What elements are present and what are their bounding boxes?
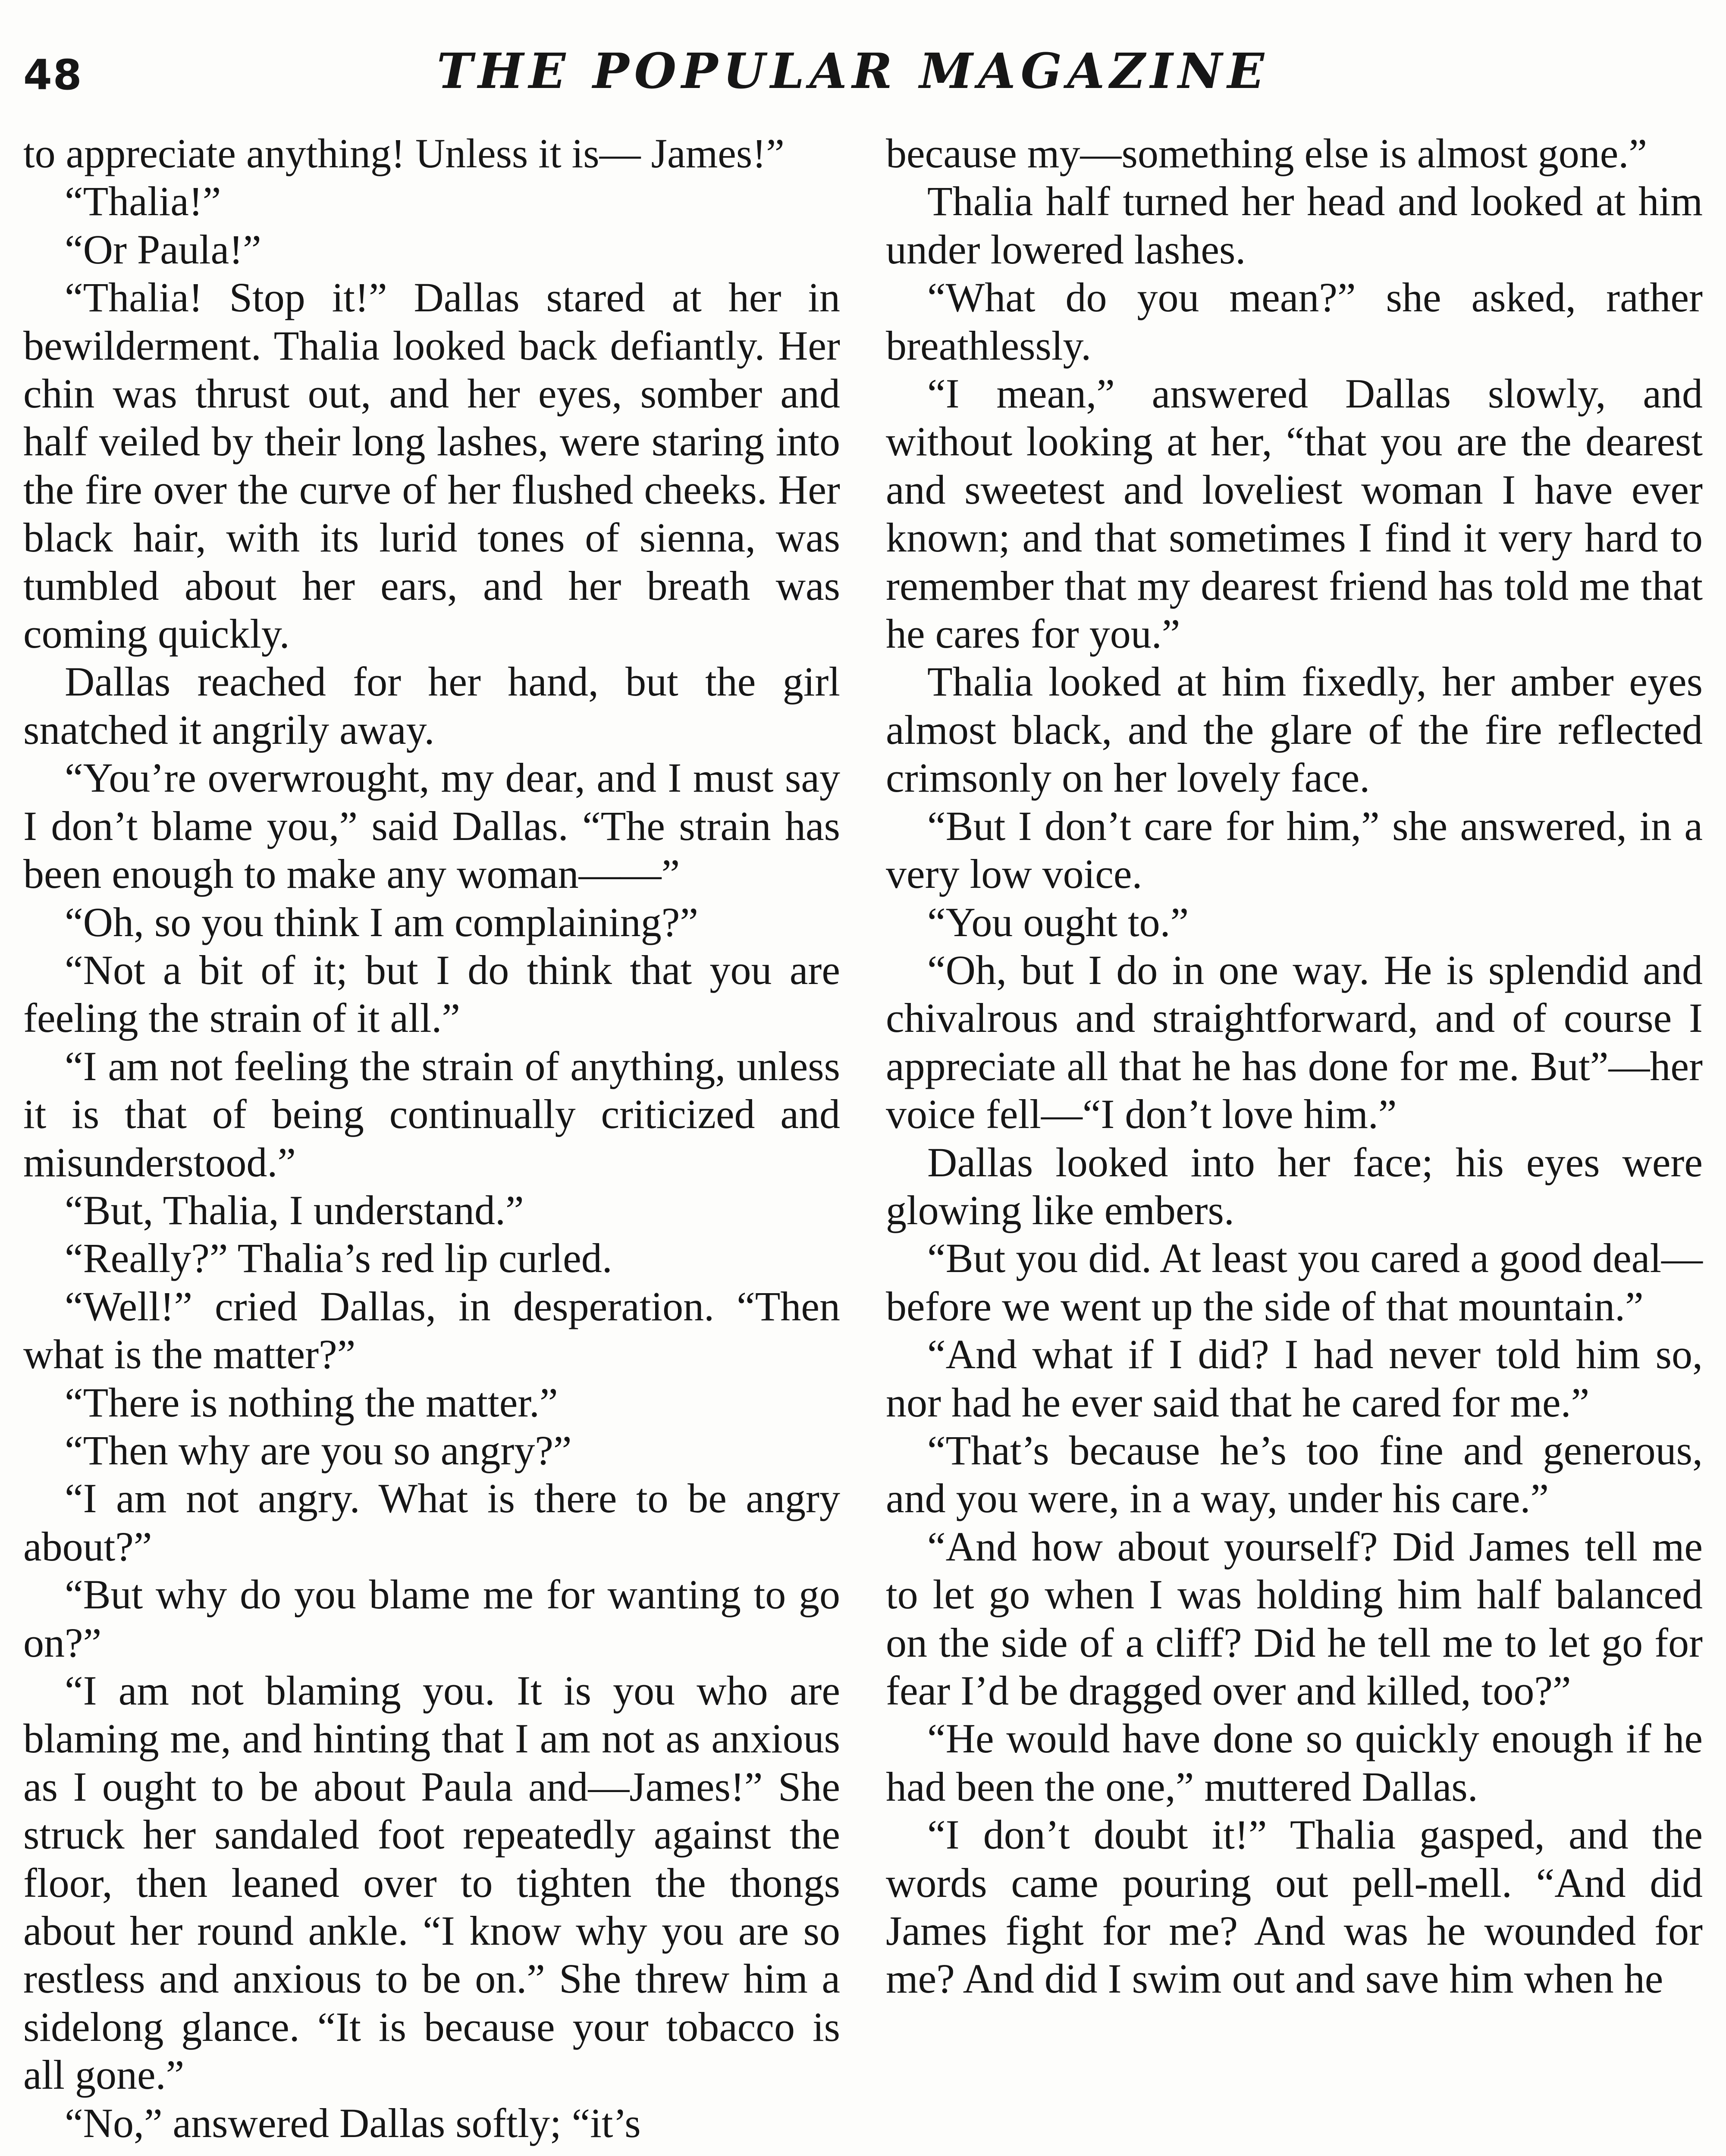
- paragraph: “But, Thalia, I understand.”: [65, 1187, 524, 1233]
- paragraph: “But why do you blame me for wanting to go on?”: [23, 1571, 840, 1666]
- page-number: 48: [23, 51, 83, 99]
- paragraph: “Well!” cried Dallas, in desperation. “Then what is the matter?”: [23, 1283, 840, 1378]
- magazine-title: THE POPULAR MAGAZINE: [436, 43, 1270, 100]
- paragraph: Dallas looked into her face; his eyes were glowing like embers.: [886, 1139, 1703, 1233]
- paragraph: Thalia half turned her head and looked at him under lowered lashes.: [886, 178, 1703, 273]
- paragraph: Dallas reached for her hand, but the girl snatched it angrily away.: [23, 658, 840, 753]
- paragraph: “Thalia!”: [65, 178, 221, 225]
- paragraph: “Not a bit of it; but I do think that you are feeling the strain of it all.”: [23, 946, 840, 1041]
- paragraph: “Oh, but I do in one way. He is splendid and chivalrous and straightforward, and of course I appreciate all that he has done for me. But”—her voice fell—“I don’t love him.”: [886, 946, 1703, 1138]
- paragraph: “And what if I did? I had never told him so, nor had he ever said that he cared for me.”: [886, 1331, 1703, 1426]
- paragraph: because my—something else is almost gone.”: [886, 130, 1647, 176]
- paragraph: “I am not blaming you. It is you who are blaming me, and hinting that I am not as anxious as I ought to be about Paula and—James!” She struck her sandaled foot repeatedly against the floor, then leaned over to tighten the thongs about her round ankle. “I know why you are so restless and anxious to be on.” She threw him a sidelong glance. “It is because your tobacco is all gone.”: [23, 1667, 840, 2098]
- paragraph: “Then why are you so angry?”: [65, 1427, 572, 1473]
- paragraph: to appreciate anything! Unless it is— James!”: [23, 130, 785, 176]
- paragraph: “You’re overwrought, my dear, and I must say I don’t blame you,” said Dallas. “The strain has been enough to make any woman——”: [23, 755, 840, 897]
- left-text-column: [23, 129, 840, 2156]
- right-text-column: [886, 129, 1703, 2156]
- paragraph: “I mean,” answered Dallas slowly, and without looking at her, “that you are the dearest and sweetest and loveliest woman I have ever known; and that sometimes I find it very hard to remember that my dearest friend has told me that he cares for you.”: [886, 370, 1703, 657]
- paragraph: “Or Paula!”: [65, 226, 261, 273]
- paragraph: “Oh, so you think I am complaining?”: [65, 899, 699, 945]
- paragraph: “That’s because he’s too fine and generous, and you were, in a way, under his care.”: [886, 1427, 1703, 1522]
- paragraph: Thalia looked at him fixedly, her amber eyes almost black, and the glare of the fire reflected crimsonly on her lovely face.: [886, 658, 1703, 801]
- paragraph: “Thalia! Stop it!” Dallas stared at her in bewilderment. Thalia looked back defiantly. Her chin was thrust out, and her eyes, somber and half veiled by their long lashes, were staring into the fire over the curve of her flushed cheeks. Her black hair, with its lurid tones of sienna, was tumbled about her ears, and her breath was coming quickly.: [23, 274, 840, 657]
- paragraph: “But I don’t care for him,” she answered, in a very low voice.: [886, 802, 1703, 897]
- paragraph: “And how about yourself? Did James tell me to let go when I was holding him half balanced on the side of a cliff? Did he tell me to let go for fear I’d be dragged over and killed, too?”: [886, 1523, 1703, 1714]
- paragraph: “No,” answered Dallas softly; “it’s: [65, 2100, 641, 2146]
- paragraph: “What do you mean?” she asked, rather breathlessly.: [886, 274, 1703, 369]
- paragraph: “Really?” Thalia’s red lip curled.: [65, 1235, 612, 1282]
- paragraph: “I don’t doubt it!” Thalia gasped, and the words came pouring out pell-mell. “And did James fight for me? And was he wounded for me? And did I swim out and save him when he: [886, 1811, 1703, 2002]
- paragraph: “There is nothing the matter.”: [65, 1379, 558, 1426]
- paragraph: “I am not feeling the strain of anything, unless it is that of being continually criticized and misunderstood.”: [23, 1043, 840, 1185]
- paragraph: “You ought to.”: [927, 899, 1189, 945]
- paragraph: “I am not angry. What is there to be angry about?”: [23, 1475, 840, 1570]
- paragraph: “He would have done so quickly enough if he had been the one,” muttered Dallas.: [886, 1715, 1703, 1810]
- paragraph: “But you did. At least you cared a good deal—before we went up the side of that mountain.”: [886, 1235, 1703, 1329]
- running-head: [23, 43, 1683, 108]
